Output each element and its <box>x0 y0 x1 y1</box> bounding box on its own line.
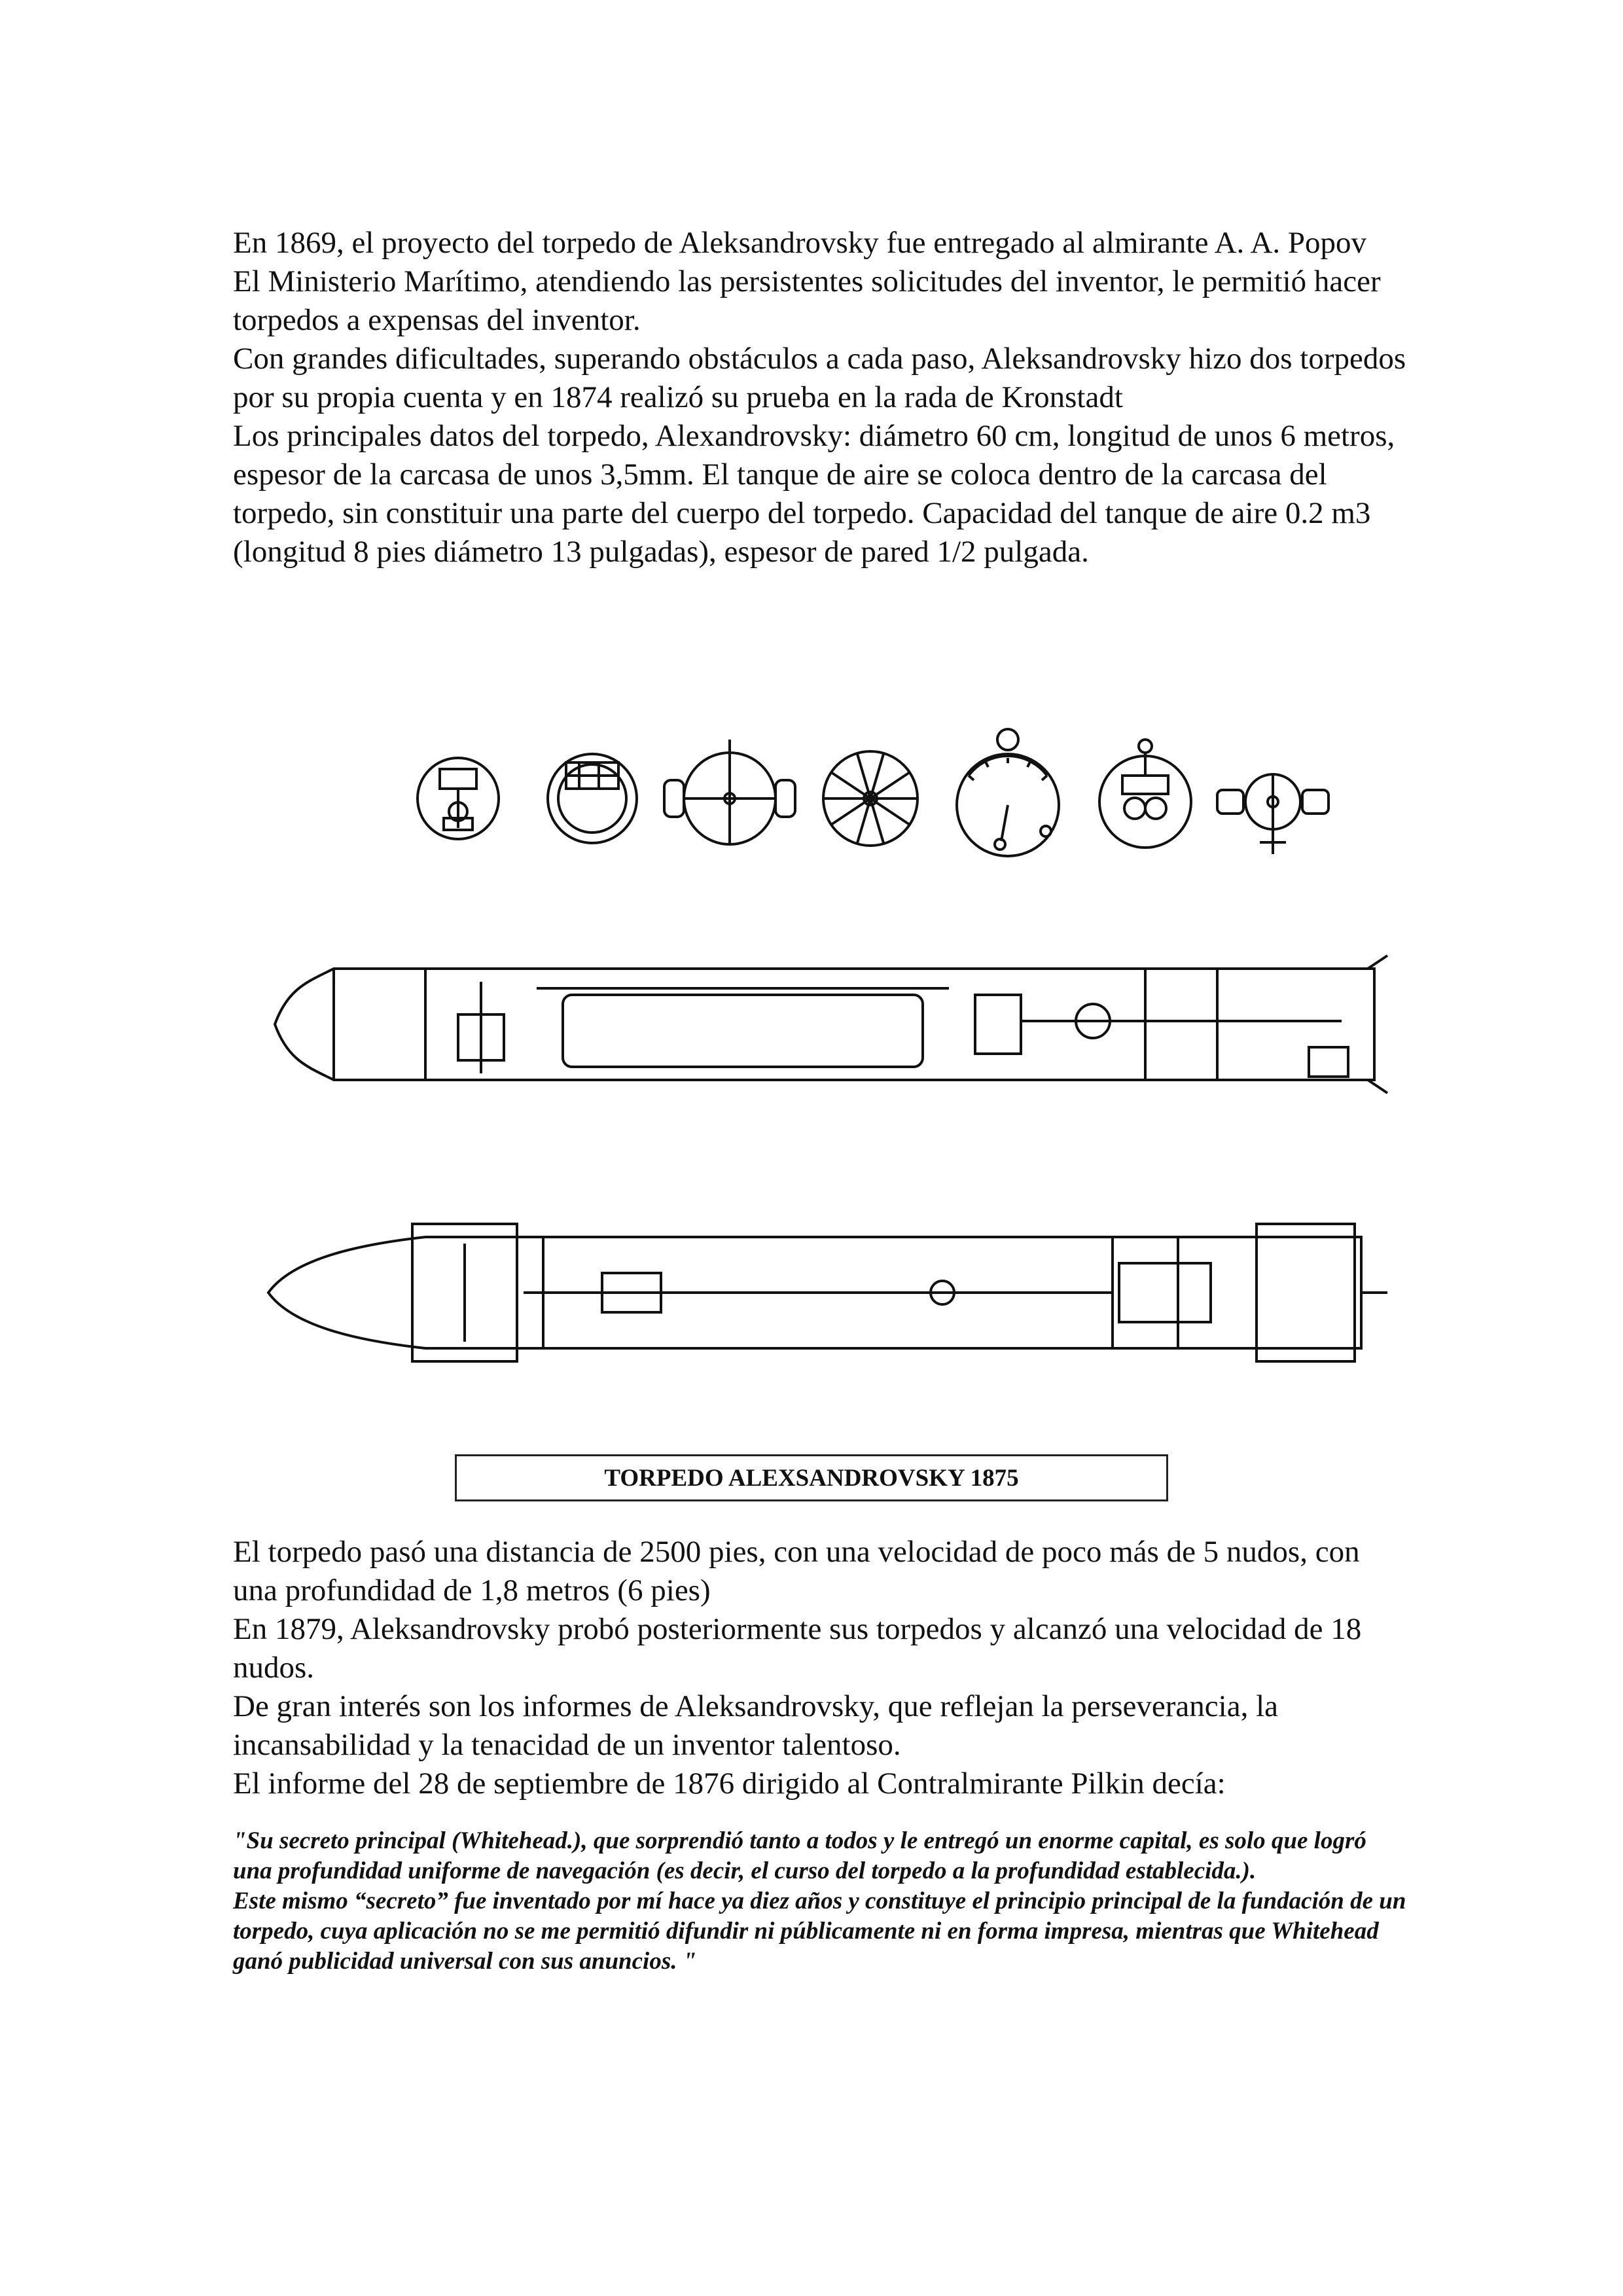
results-paragraph-2: En 1879, Aleksandrovsky probó posteriormente sus torpedos y alcanzó una velocidad de 18 nudos. <box>233 1612 1362 1685</box>
cross-section-6 <box>1099 740 1191 848</box>
cross-section-2 <box>548 754 637 843</box>
torpedo-top-view <box>268 1224 1387 1361</box>
intro-paragraph-2: El Ministerio Marítimo, atendiendo las persistentes solicitudes del inventor, le permitió hacer torpedos a expensas del inventor. <box>233 264 1381 337</box>
intro-text <box>233 224 1411 571</box>
figure-caption: TORPEDO ALEXSANDROVSKY 1875 <box>455 1454 1168 1501</box>
report-quote <box>233 1826 1411 1977</box>
quote-paragraph-2: Este mismo “secreto” fue inventado por mí hace ya diez años y constituye el principio principal de la fundación de un torpedo, cuya aplicación no se me permitió difundir ni públicamente ni en forma impresa, mientras que Whitehead ganó publicidad universal con sus anuncios. " <box>233 1888 1406 1975</box>
torpedo-side-view <box>275 956 1387 1093</box>
cross-section-7 <box>1217 774 1329 854</box>
results-paragraph-3: De gran interés son los informes de Aleksandrovsky, que reflejan la perseverancia, la incansabilidad y la tenacidad de un inventor talentoso. <box>233 1689 1278 1762</box>
torpedo-technical-drawing <box>196 681 1394 1492</box>
cross-sections <box>418 729 1329 856</box>
results-text <box>233 1533 1411 1803</box>
intro-paragraph-3: Con grandes dificultades, superando obstáculos a cada paso, Aleksandrovsky hizo dos torpedos por su propia cuenta y en 1874 realizó su prueba en la rada de Kronstadt <box>233 342 1406 414</box>
results-paragraph-1: El torpedo pasó una distancia de 2500 pies, con una velocidad de poco más de 5 nudos, con una profundidad de 1,8 metros (6 pies) <box>233 1535 1360 1607</box>
cross-section-4 <box>823 751 918 846</box>
intro-paragraph-4: Los principales datos del torpedo, Alexandrovsky: diámetro 60 cm, longitud de unos 6 metros, espesor de la carcasa de unos 3,5mm. El tanque de aire se coloca dentro de la carcasa del torpedo, sin constituir una parte del cuerpo del torpedo. Capacidad del tanque de aire 0.2 m3 (longitud 8 pies diámetro 13 pulgadas), espesor de pared 1/2 pulgada. <box>233 419 1395 569</box>
quote-paragraph-1: "Su secreto principal (Whitehead.), que sorprendió tanto a todos y le entregó un enorme capital, es solo que logró una profundidad uniforme de navegación (es decir, el curso del torpedo a la profundidad establecida.). <box>233 1827 1366 1884</box>
cross-section-1 <box>418 758 499 839</box>
cross-section-5 <box>957 729 1059 856</box>
results-paragraph-4: El informe del 28 de septiembre de 1876 dirigido al Contralmirante Pilkin decía: <box>233 1767 1226 1801</box>
intro-paragraph-1: En 1869, el proyecto del torpedo de Aleksandrovsky fue entregado al almirante A. A. Popov <box>233 226 1367 260</box>
cross-section-3 <box>664 740 795 844</box>
